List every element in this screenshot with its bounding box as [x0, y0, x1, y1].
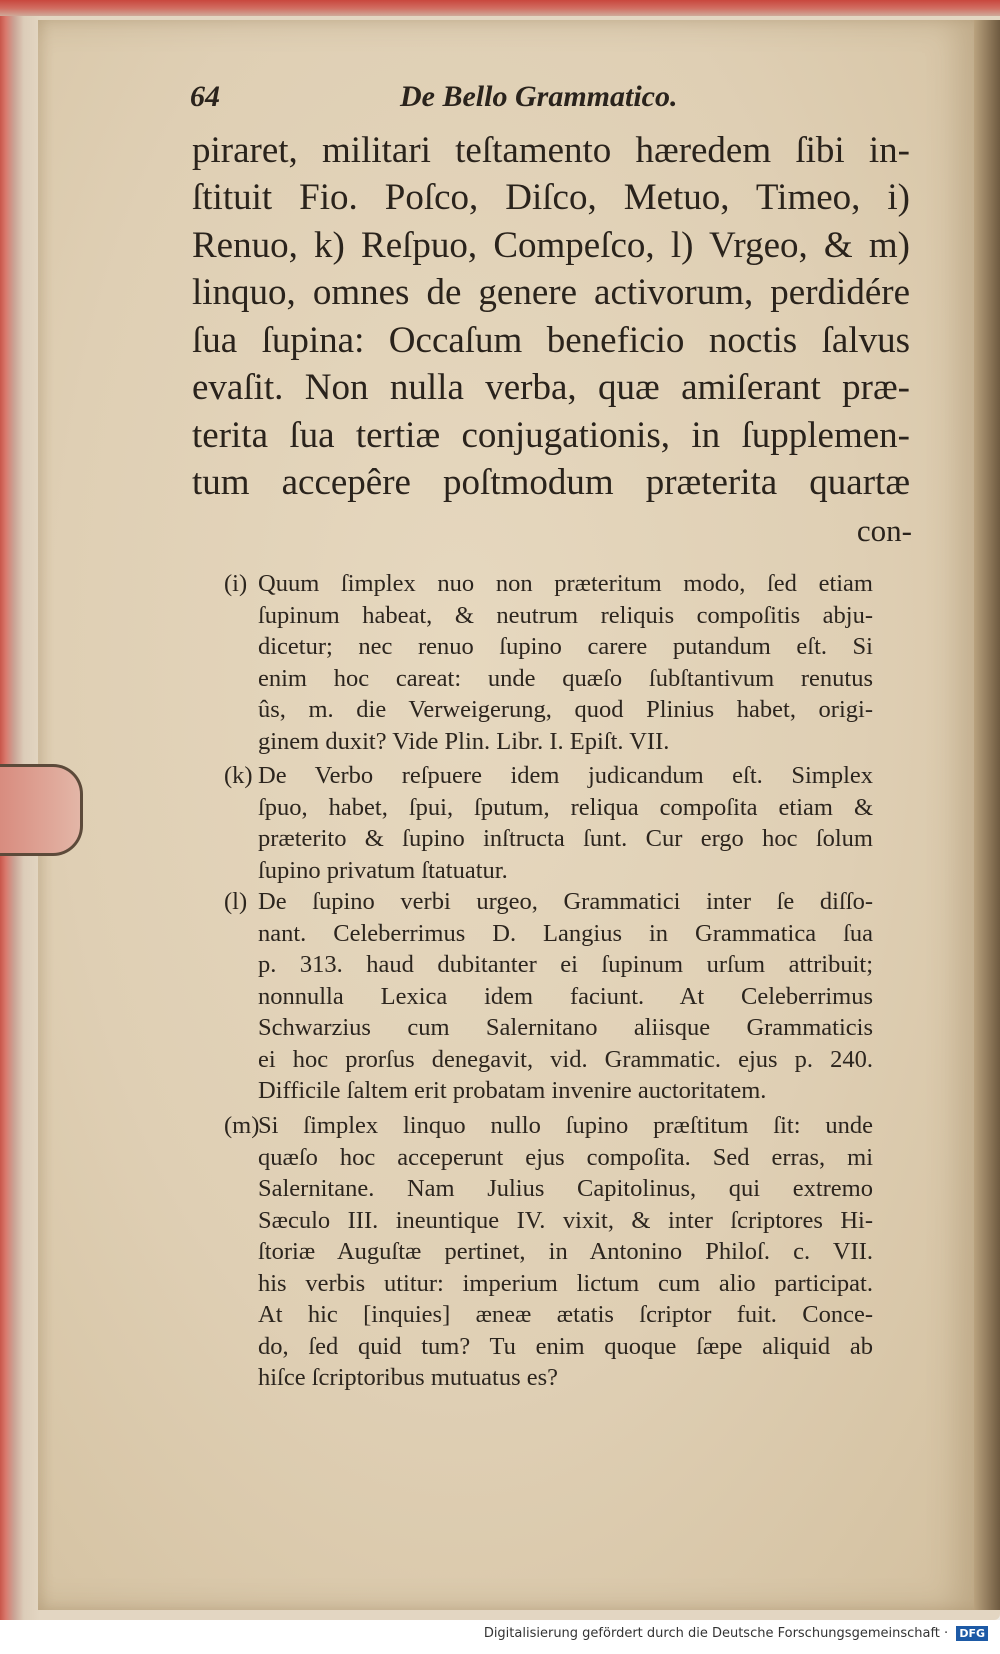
footnote-line: nant. Celeberrimus D. Langius in Grammatica ſua [258, 919, 873, 947]
footnote-line: p. 313. haud dubitanter ei ſupinum urſum attribuit; [258, 951, 873, 978]
footnote-line: De Verbo reſpuere idem judicandum eſt. Simplex [258, 762, 873, 789]
footnote-line: ûs, m. die Verweigerung, quod Plinius habet, origi- [258, 696, 873, 723]
footnote-line: At hic [inquies] æneæ ætatis ſcriptor fuit. Conce- [258, 1301, 873, 1328]
footnote-m [224, 1110, 873, 1394]
footnote-line: Si ſimplex linquo nullo ſupino præſtitum ſit: unde [258, 1112, 873, 1139]
footnote-line: dicetur; nec renuo ſupino carere putandum eſt. Si [258, 633, 873, 660]
footnote-line: Difficile ſaltem erit probatam invenire auctoritatem. [258, 1077, 767, 1104]
book-gutter [974, 20, 1000, 1610]
book-clasp [0, 764, 83, 856]
main-text-line: ſua ſupina: Occaſum beneficio noctis ſalvus [192, 320, 910, 361]
footnote-line: ſupinum habeat, & neutrum reliquis compoſitis abju- [258, 601, 873, 629]
footnote-line: do, ſed quid tum? Tu enim quoque ſæpe aliquid ab [258, 1332, 873, 1360]
page-number: 64 [190, 80, 220, 113]
footnote-marker: (m) [224, 1112, 260, 1139]
footnote-line: præterito & ſupino inſtructa ſunt. Cur ergo hoc ſolum [258, 825, 873, 852]
footnote-marker: (l) [224, 888, 248, 915]
credit-text: Digitalisierung gefördert durch die Deutsche Forschungsgemeinschaft · [483, 1626, 949, 1641]
footnote-marker: (i) [224, 570, 248, 597]
footnote-i [224, 568, 873, 757]
footnote-l [224, 886, 873, 1107]
footnote-line: Quum ſimplex nuo non præteritum modo, ſed etiam [258, 570, 873, 597]
main-text-line: evaſit. Non nulla verba, quæ amiſerant præ- [192, 367, 910, 408]
footnote-line: ſtoriæ Auguſtæ pertinet, in Antonino Philoſ. c. VII. [258, 1238, 873, 1265]
footnote-line: ſpuo, habet, ſpui, ſputum, reliqua compoſita etiam & [258, 793, 873, 821]
footnote-line: ginem duxit? Vide Plin. Libr. I. Epiſt. VII. [258, 727, 670, 755]
footnote-line: Salernitane. Nam Julius Capitolinus, qui extremo [258, 1175, 873, 1202]
main-text-line: piraret, militari teſtamento hæredem ſibi in- [192, 130, 910, 171]
main-text-line: Renuo, k) Reſpuo, Compeſco, l) Vrgeo, & m) [192, 225, 910, 266]
footnote-line: enim hoc careat: unde quæſo ſubſtantivum renutus [258, 664, 873, 692]
footnote-line: ei hoc prorſus denegavit, vid. Grammatic. ejus p. 240. [258, 1045, 873, 1073]
dfg-logo-icon: DFG [956, 1626, 988, 1641]
footnote-marker: (k) [224, 762, 253, 789]
main-text-line: terita ſua tertiæ conjugationis, in ſupplemen- [192, 415, 910, 456]
footnote-line: ſupino privatum ſtatuatur. [258, 856, 508, 884]
footnote-k [224, 760, 873, 886]
catchword: con- [856, 513, 912, 548]
running-head: De Bello Grammatico. [400, 80, 678, 113]
main-text-line: linquo, omnes de genere activorum, perdidére [192, 272, 910, 313]
footnote-line: De ſupino verbi urgeo, Grammatici inter ſe diſſo- [258, 888, 873, 915]
footnote-line: Sæculo III. ineuntique IV. vixit, & inter ſcriptores Hi- [258, 1206, 873, 1234]
footnote-line: nonnulla Lexica idem faciunt. At Celeberrimus [258, 982, 873, 1010]
footnote-line: Schwarzius cum Salernitano aliisque Grammaticis [258, 1014, 873, 1041]
digitization-credit [484, 1626, 988, 1641]
footnote-line: his verbis utitur: imperium lictum cum alio participat. [258, 1269, 873, 1297]
main-text-line: ſtituit Fio. Poſco, Diſco, Metuo, Timeo, i) [192, 177, 910, 218]
book-top-edge [0, 0, 1000, 16]
footnote-line: quæſo hoc acceperunt ejus compoſita. Sed erras, mi [258, 1143, 873, 1171]
main-text-line: tum accepêre poſtmodum præterita quartæ [192, 462, 910, 503]
footnote-line: hiſce ſcriptoribus mutuatus es? [258, 1364, 559, 1391]
